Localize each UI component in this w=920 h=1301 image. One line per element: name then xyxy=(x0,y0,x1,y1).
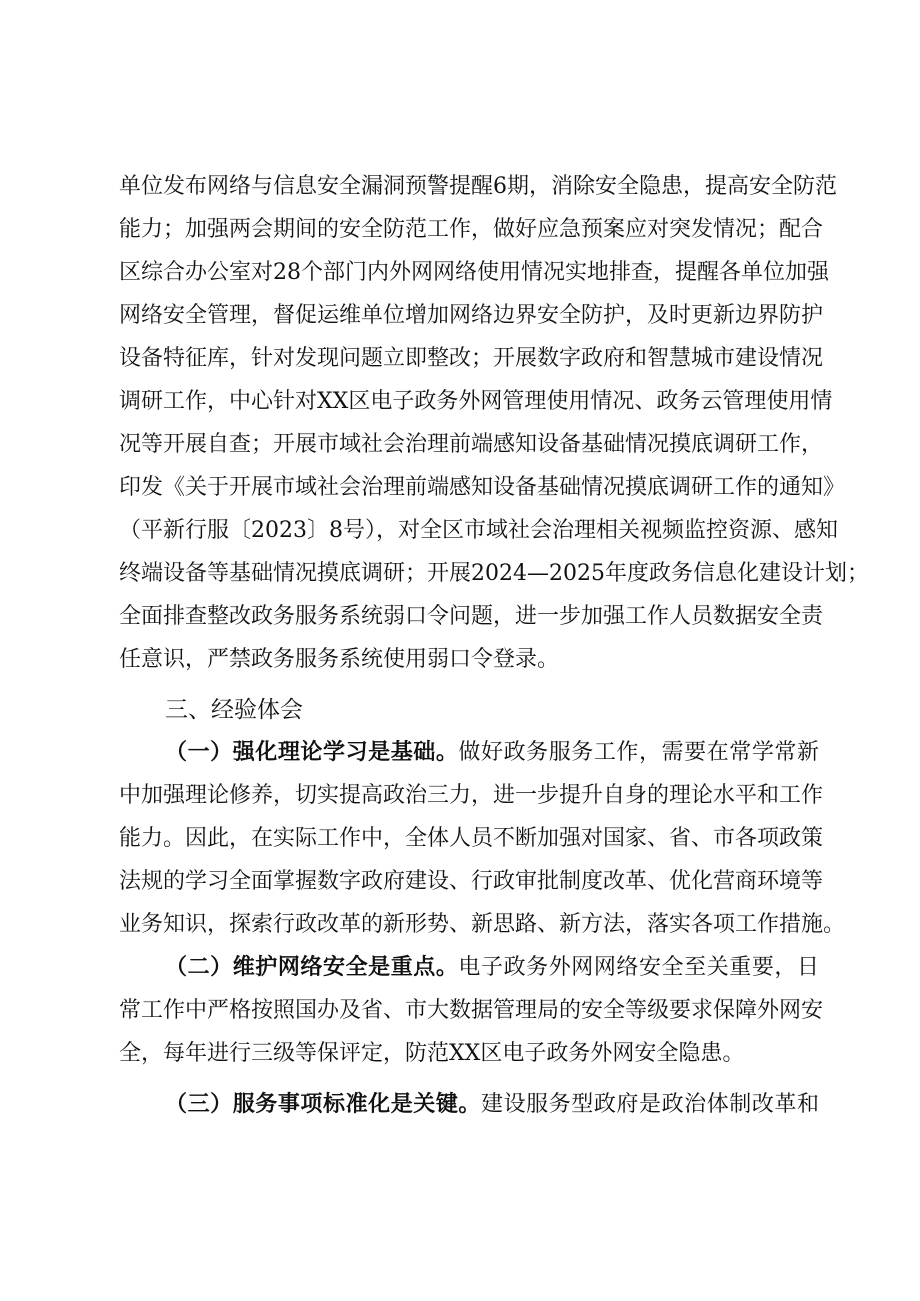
body-line: 调研工作，中心针对XX区电子政务外网管理使用情况、政务云管理使用情 xyxy=(119,389,833,414)
body-line: 网络安全管理，督促运维单位增加网络边界安全防护，及时更新边界防护 xyxy=(119,303,824,328)
body-text: 做好政务服务工作，需要在常学常新 xyxy=(458,740,819,765)
subheading: （三）服务事项标准化是关键。 xyxy=(165,1092,481,1117)
subheading: （二）维护网络安全是重点。 xyxy=(165,955,459,980)
body-line: 能力。因此，在实际工作中，全体人员不断加强对国家、省、市各项政策 xyxy=(119,826,824,851)
body-line: （平新行服〔2023〕8号），对全区市域社会治理相关视频监控资源、感知 xyxy=(119,518,838,543)
body-line: 况等开展自查；开展市域社会治理前端感知设备基础情况摸底调研工作， xyxy=(119,432,824,457)
body-line: 常工作中严格按照国办及省、市大数据管理局的安全等级要求保障外网安 xyxy=(119,998,824,1023)
body-line: 全，每年进行三级等保评定，防范XX区电子政务外网安全隐患。 xyxy=(119,1041,745,1066)
subheading: （一）强化理论学习是基础。 xyxy=(165,740,459,765)
section-heading: 三、经验体会 xyxy=(165,697,303,723)
paragraph-first-line xyxy=(165,953,819,983)
body-line: 中加强理论修养，切实提高政治三力，进一步提升自身的理论水平和工作 xyxy=(119,783,824,808)
body-line: 印发《关于开展市域社会治理前端感知设备基础情况摸底调研工作的通知》 xyxy=(119,475,846,500)
body-line: 终端设备等基础情况摸底调研；开展2024—2025年度政务信息化建设计划； xyxy=(119,561,869,586)
body-text: 建设服务型政府是政治体制改革和 xyxy=(481,1092,819,1117)
body-line: 设备特征库，针对发现问题立即整改；开展数字政府和智慧城市建设情况 xyxy=(119,346,824,371)
body-line: 能力；加强两会期间的安全防范工作，做好应急预案应对突发情况；配合 xyxy=(119,217,824,242)
body-line: 区综合办公室对28个部门内外网网络使用情况实地排查，提醒各单位加强 xyxy=(119,260,829,285)
body-line: 法规的学习全面掌握数字政府建设、行政审批制度改革、优化营商环境等 xyxy=(119,869,824,894)
paragraph-first-line xyxy=(165,1090,819,1120)
body-line: 单位发布网络与信息安全漏洞预警提醒6期，消除安全隐患，提高安全防范 xyxy=(119,174,837,199)
paragraph-first-line xyxy=(165,738,819,768)
body-line: 任意识，严禁政务服务系统使用弱口令登录。 xyxy=(119,647,560,672)
body-line: 全面排查整改政务服务系统弱口令问题，进一步加强工作人员数据安全责 xyxy=(119,604,824,629)
body-text: 电子政务外网网络安全至关重要，日 xyxy=(458,955,819,980)
body-line: 业务知识，探索行政改革的新形势、新思路、新方法，落实各项工作措施。 xyxy=(119,912,846,937)
